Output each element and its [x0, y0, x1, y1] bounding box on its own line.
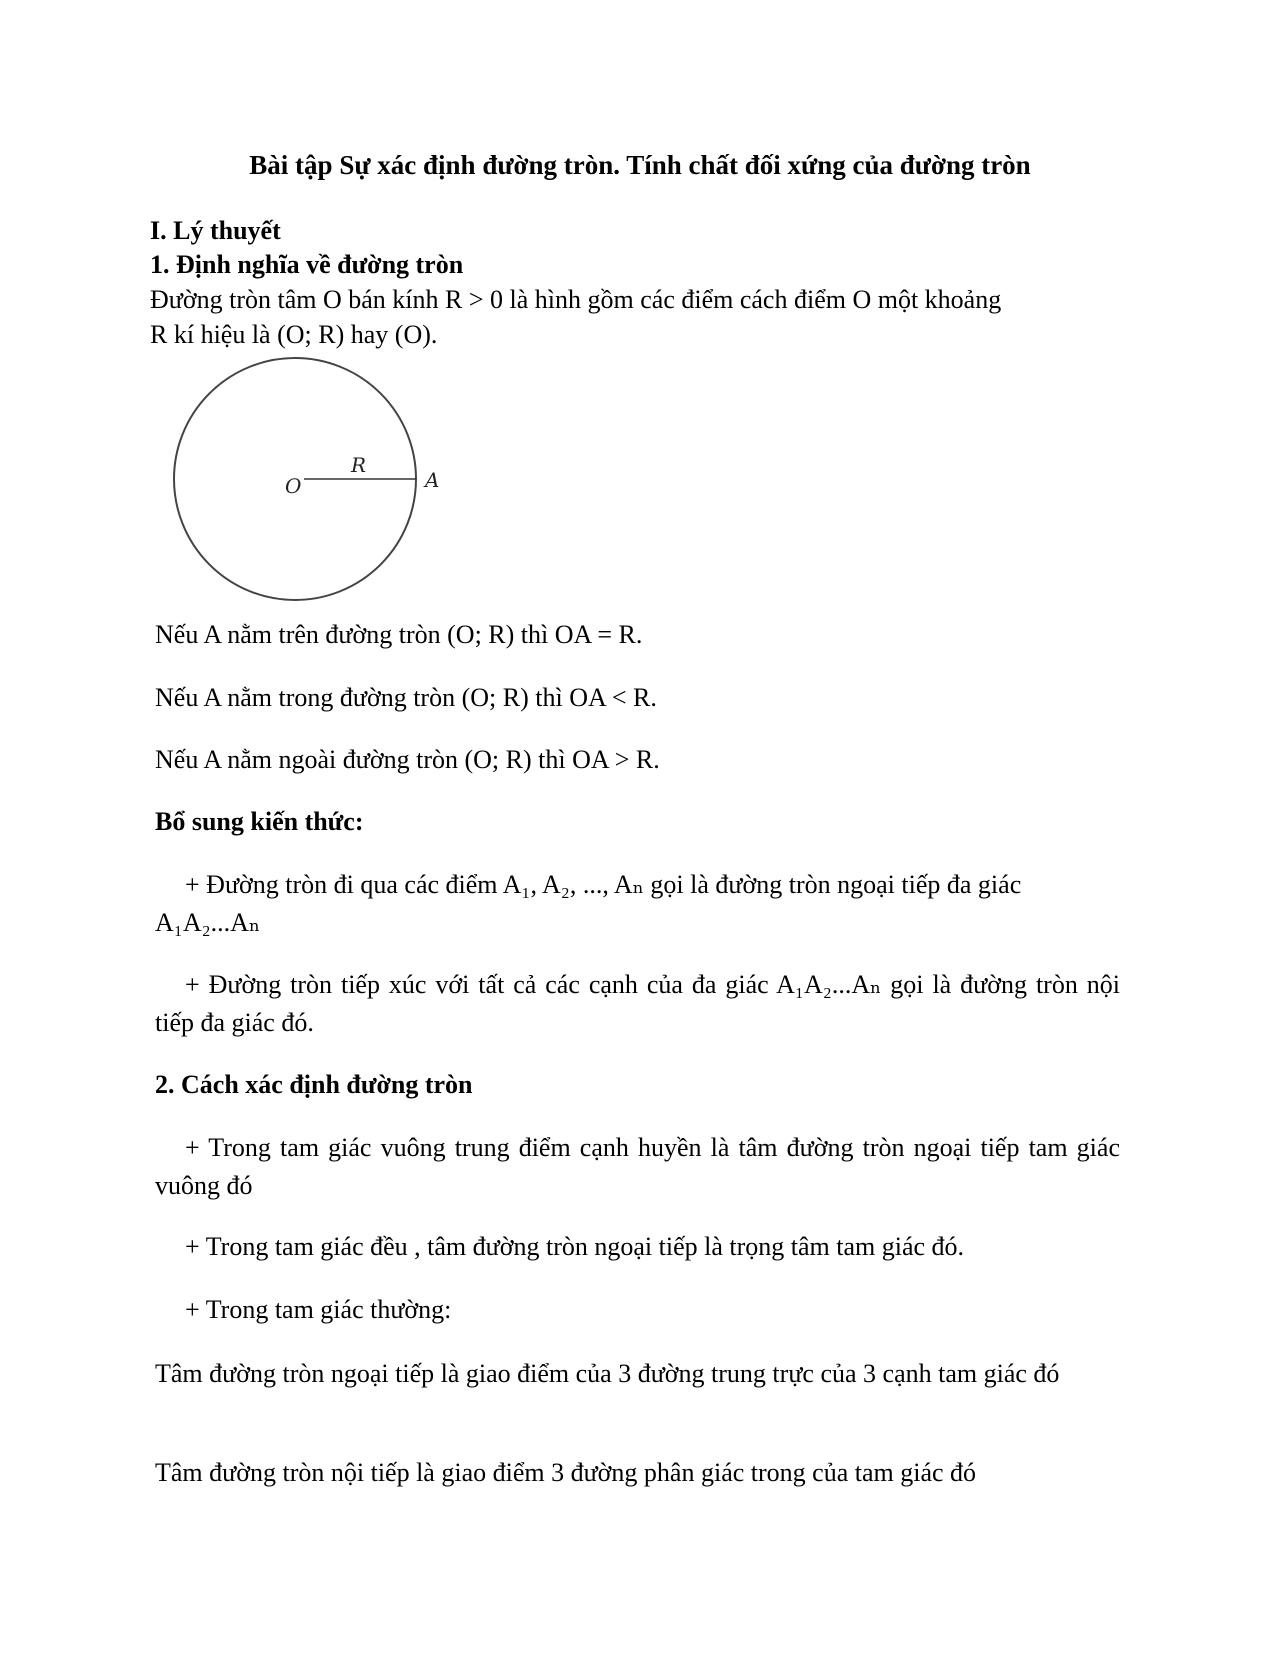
rule-on-circle: Nếu A nằm trên đường tròn (O; R) thì OA = R.	[155, 620, 643, 649]
subheading-circle-definition: 1. Định nghĩa về đường tròn	[150, 250, 464, 279]
section-heading-theory: I. Lý thuyết	[150, 216, 281, 245]
circumscribed-polygon: A₁A₂...Aₙ	[155, 908, 261, 937]
definition-text-line2: R kí hiệu là (O; R) hay (O).	[150, 320, 438, 349]
method-equilateral: + Trong tam giác đều , tâm đường tròn ngoại tiếp là trọng tâm tam giác đó.	[185, 1232, 965, 1261]
supplement-circumscribed	[155, 866, 1120, 942]
method-incenter: Tâm đường tròn nội tiếp là giao điểm 3 đường phân giác trong của tam giác đó	[155, 1458, 977, 1487]
subheading-determine-circle: 2. Cách xác định đường tròn	[155, 1070, 473, 1099]
rule-inside-circle: Nếu A nằm trong đường tròn (O; R) thì OA < R.	[155, 683, 657, 712]
method-circumcenter: Tâm đường tròn ngoại tiếp là giao điểm của 3 đường trung trực của 3 cạnh tam giác đó	[155, 1359, 1060, 1388]
supplement-heading: Bổ sung kiến thức:	[155, 807, 364, 836]
center-label-o: O	[285, 474, 302, 498]
radius-label-r: R	[351, 453, 367, 477]
supplement-inscribed: + Đường tròn tiếp xúc với tất cả các cạnh của đa giác A₁A₂...Aₙ gọi là đường tròn nội tiếp đa giác đó.	[155, 970, 1120, 1037]
circle-figure	[168, 355, 468, 605]
rule-outside-circle: Nếu A nằm ngoài đường tròn (O; R) thì OA > R.	[155, 745, 660, 774]
method-right-triangle: + Trong tam giác vuông trung điểm cạnh huyền là tâm đường tròn ngoại tiếp tam giác vuông đó	[155, 1133, 1120, 1200]
page-title: Bài tập Sự xác định đường tròn. Tính chất đối xứng của đường tròn	[249, 150, 1031, 180]
circumscribed-text: + Đường tròn đi qua các điểm A₁, A₂, ..., Aₙ gọi là đường tròn ngoại tiếp đa giác	[185, 870, 1022, 899]
method-scalene: + Trong tam giác thường:	[185, 1295, 452, 1324]
point-label-a: A	[425, 468, 440, 492]
definition-text-line1: Đường tròn tâm O bán kính R > 0 là hình gồm các điểm cách điểm O một khoảng	[150, 285, 1002, 314]
